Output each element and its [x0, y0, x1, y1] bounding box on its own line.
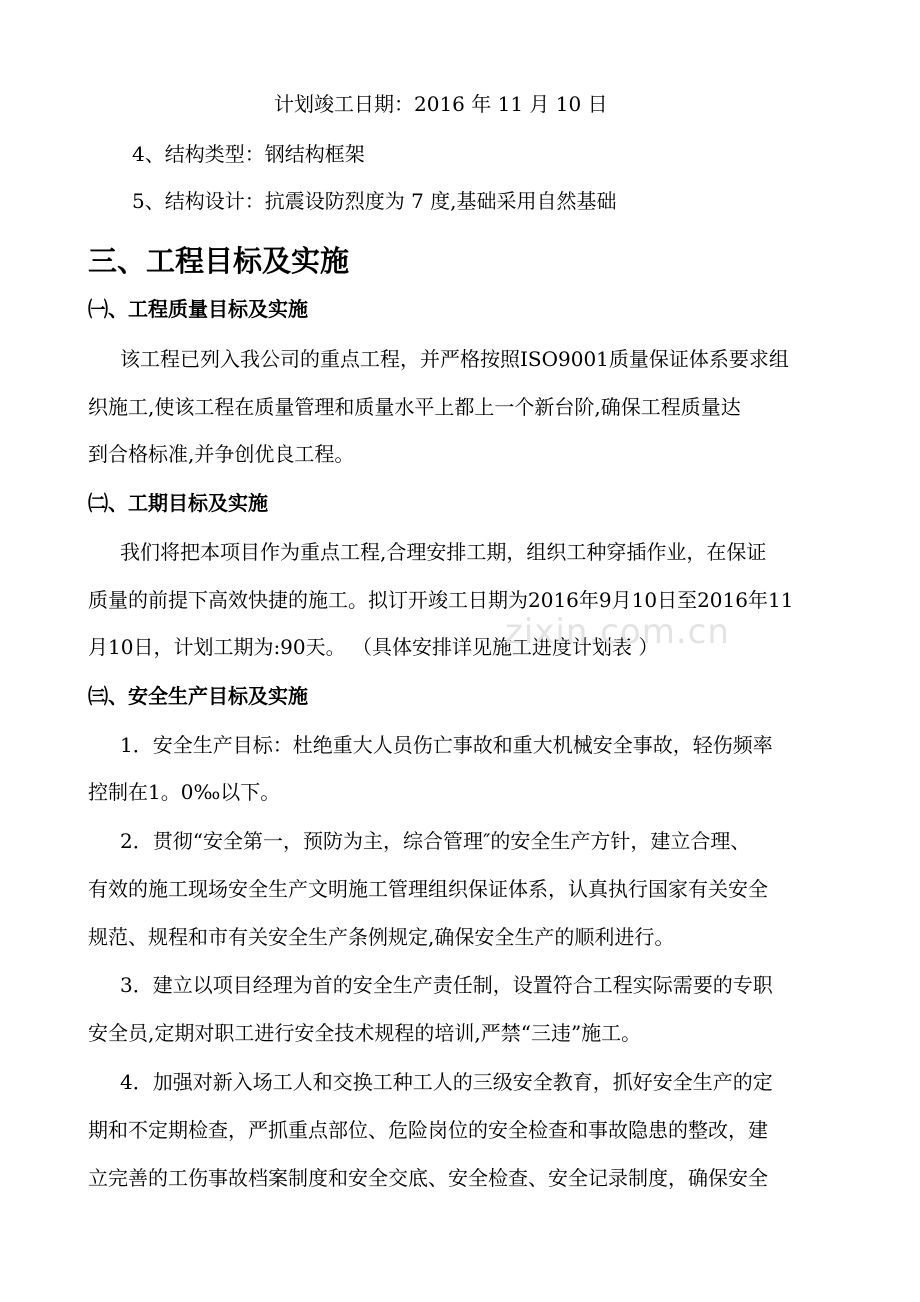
safety-heading: ㈢、安全生产目标及实施 — [88, 684, 308, 708]
safety-item-line: 规范、规程和市有关安全生产条例规定,确保安全生产的顺利进行。 — [88, 925, 675, 949]
quality-heading: ㈠、工程质量目标及实施 — [88, 297, 308, 321]
safety-item-line: 2．贯彻“安全第一，预防为主，综合管理″的安全生产方针，建立合理、 — [120, 829, 751, 853]
quality-paragraph-line: 该工程已列入我公司的重点工程，并严格按照ISO9001质量保证体系要求组 — [120, 347, 789, 371]
safety-item-line: 控制在1。0‰以下。 — [88, 780, 281, 804]
section-title: 三、工程目标及实施 — [88, 244, 350, 278]
quality-paragraph-line: 到合格标准,并争创优良工程。 — [88, 442, 355, 466]
schedule-paragraph-line: 质量的前提下高效快捷的施工。拟订开竣工日期为2016年9月10日至2016年11 — [88, 588, 794, 612]
quality-paragraph-line: 织施工,使该工程在质量管理和质量水平上都上一个新台阶,确保工程质量达 — [88, 395, 741, 419]
safety-item-line: 有效的施工现场安全生产文明施工管理组织保证体系，认真执行国家有关安全 — [88, 877, 768, 901]
structure-design-line: 5、结构设计：抗震设防烈度为 7 度,基础采用自然基础 — [132, 189, 617, 213]
safety-item-line: 4．加强对新入场工人和交换工种工人的三级安全教育，抓好安全生产的定 — [120, 1070, 773, 1094]
safety-item-line: 1．安全生产目标：杜绝重大人员伤亡事故和重大机械安全事故，轻伤频率 — [120, 733, 773, 757]
structure-type-line: 4、结构类型：钢结构框架 — [132, 142, 365, 166]
schedule-paragraph-line: 我们将把本项目作为重点工程,合理安排工期，组织工种穿插作业，在保证 — [120, 540, 767, 564]
watermark: zixin.com.cn — [505, 612, 730, 652]
safety-item-line: 期和不定期检查，严抓重点部位、危险岗位的安全检查和事故隐患的整改，建 — [88, 1118, 768, 1142]
safety-item-line: 3．建立以项目经理为首的安全生产责任制，设置符合工程实际需要的专职 — [120, 973, 773, 997]
schedule-heading: ㈡、工期目标及实施 — [88, 491, 268, 515]
schedule-paragraph-line: 月10日，计划工期为:90天。 （具体安排详见施工进度计划表 ） — [88, 635, 659, 659]
completion-date-line: 计划竣工日期：2016 年 11 月 10 日 — [274, 92, 608, 116]
safety-item-line: 立完善的工伤事故档案制度和安全交底、安全检查、安全记录制度，确保安全 — [88, 1166, 768, 1190]
safety-item-line: 安全员,定期对职工进行安全技术规程的培训,严禁“三违”施工。 — [88, 1021, 642, 1045]
